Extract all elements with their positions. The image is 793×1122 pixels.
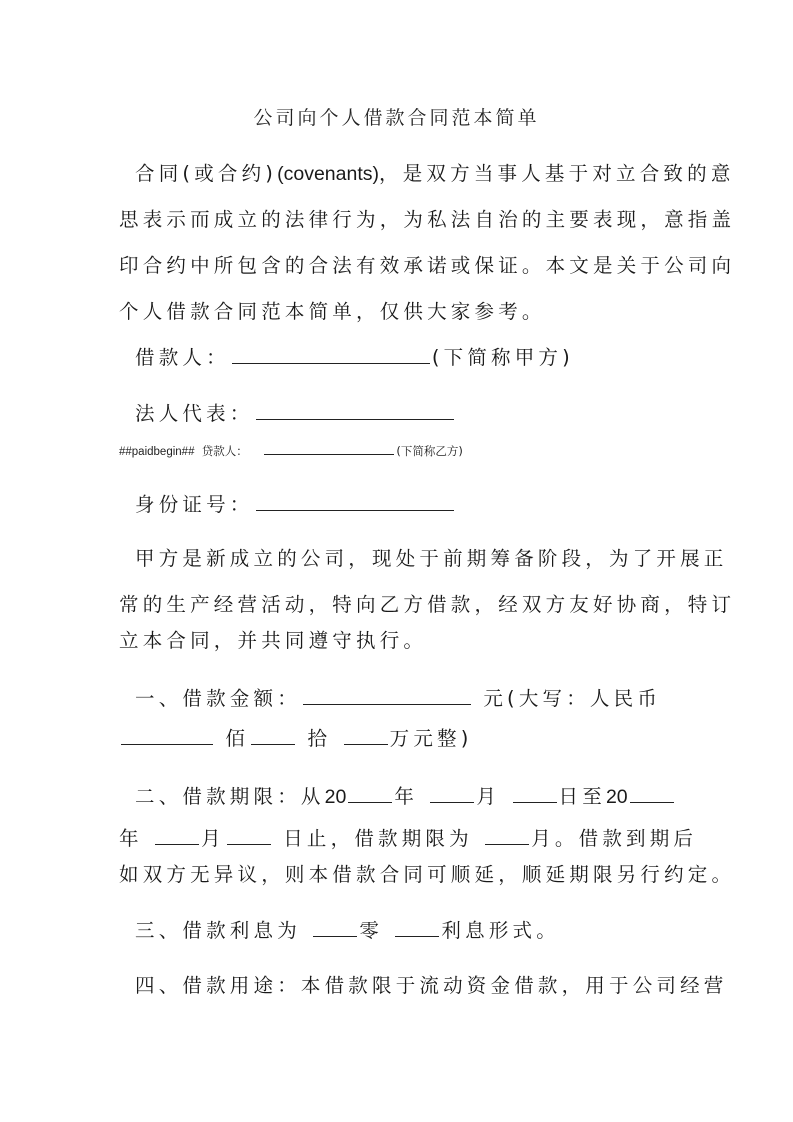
bai-blank[interactable] xyxy=(251,726,295,745)
clause1-line-1 xyxy=(119,683,695,711)
nian-label: 年 xyxy=(119,827,143,850)
clause2-line-3: 如双方无异议，则本借款合同可顺延，顺延期限另行约定。 xyxy=(119,863,736,886)
legal-rep-label: 法人代表： xyxy=(135,402,254,425)
lender-blank[interactable] xyxy=(264,443,394,455)
start-month-blank[interactable] xyxy=(430,784,474,803)
borrower-label: 借款人： xyxy=(135,346,230,369)
start-day-blank[interactable] xyxy=(513,784,557,803)
intro-text: 合同(或合约) xyxy=(135,162,278,185)
clause2-line-2 xyxy=(119,823,698,851)
amount-blank[interactable] xyxy=(303,686,471,705)
legal-rep-line xyxy=(119,398,695,426)
shi-blank[interactable] xyxy=(344,726,388,745)
shi-label: 拾 xyxy=(307,727,332,750)
intro-latin: (covenants) xyxy=(277,163,380,185)
clause3-label: 三、借款利息为 xyxy=(135,919,301,942)
id-number-label: 身份证号： xyxy=(135,493,254,516)
intro-line-3: 印合约中所包含的合法有效承诺或保证。本文是关于公司向 xyxy=(119,254,736,277)
yue-label: 月 xyxy=(476,785,501,808)
purpose-line-3: 立本合同，并共同遵守执行。 xyxy=(119,629,428,652)
borrower-line xyxy=(119,342,695,370)
yue-label: 月 xyxy=(201,827,225,850)
intro-line-2: 思表示而成立的法律行为，为私法自治的主要表现，意指盖 xyxy=(119,208,736,231)
lender-line xyxy=(119,443,463,459)
clause4-line: 四、借款用途：本借款限于流动资金借款，用于公司经营 xyxy=(135,974,728,997)
lender-suffix: (下简称乙方) xyxy=(396,444,463,458)
year-prefix: 20 xyxy=(324,786,347,808)
borrower-suffix: (下简称甲方) xyxy=(431,346,574,369)
clause3-end: 利息形式。 xyxy=(441,919,560,942)
intro-text: ，是双方当事人基于对立合致的意 xyxy=(379,162,735,185)
id-number-line xyxy=(119,489,695,517)
interest-blank[interactable] xyxy=(313,918,357,937)
term-label: 日止，借款期限为 xyxy=(283,827,473,850)
lender-label: 贷款人： xyxy=(201,444,248,458)
borrower-blank[interactable] xyxy=(232,345,430,364)
clause1-label: 一、借款金额： xyxy=(135,687,301,710)
end-month-blank[interactable] xyxy=(155,826,199,845)
clause2-end: 月。借款到期后 xyxy=(531,827,698,850)
clause1-line-2 xyxy=(119,723,679,751)
paid-marker: ##paidbegin## xyxy=(119,446,195,458)
end-day-blank[interactable] xyxy=(227,826,271,845)
interest-form-blank[interactable] xyxy=(395,918,439,937)
purpose-line-1: 甲方是新成立的公司，现处于前期筹备阶段，为了开展正 xyxy=(135,547,728,570)
intro-line-4: 个人借款合同范本简单，仅供大家参考。 xyxy=(119,300,546,323)
year-prefix: 20 xyxy=(605,786,628,808)
ri-zhi-label: 日至 xyxy=(558,785,606,808)
end-year-blank[interactable] xyxy=(630,784,674,803)
clause1-end: 万元整) xyxy=(389,727,473,750)
nian-label: 年 xyxy=(394,785,419,808)
clause2-label: 二、借款期限：从 xyxy=(135,785,325,808)
id-number-blank[interactable] xyxy=(256,492,454,511)
bai-label: 佰 xyxy=(225,727,250,750)
amount-upper-blank[interactable] xyxy=(121,726,213,745)
start-year-blank[interactable] xyxy=(348,784,392,803)
clause3-line xyxy=(119,915,695,943)
ling-label: 零 xyxy=(359,919,384,942)
purpose-line-2: 常的生产经营活动，特向乙方借款，经双方友好协商，特订 xyxy=(119,593,736,616)
document-title: 公司向个人借款合同范本简单 xyxy=(253,107,540,129)
clause1-mid: 元(大写：人民币 xyxy=(483,687,662,710)
legal-rep-blank[interactable] xyxy=(256,401,454,420)
term-months-blank[interactable] xyxy=(485,826,529,845)
clause2-line-1 xyxy=(119,781,695,809)
intro-line-1 xyxy=(119,158,735,186)
